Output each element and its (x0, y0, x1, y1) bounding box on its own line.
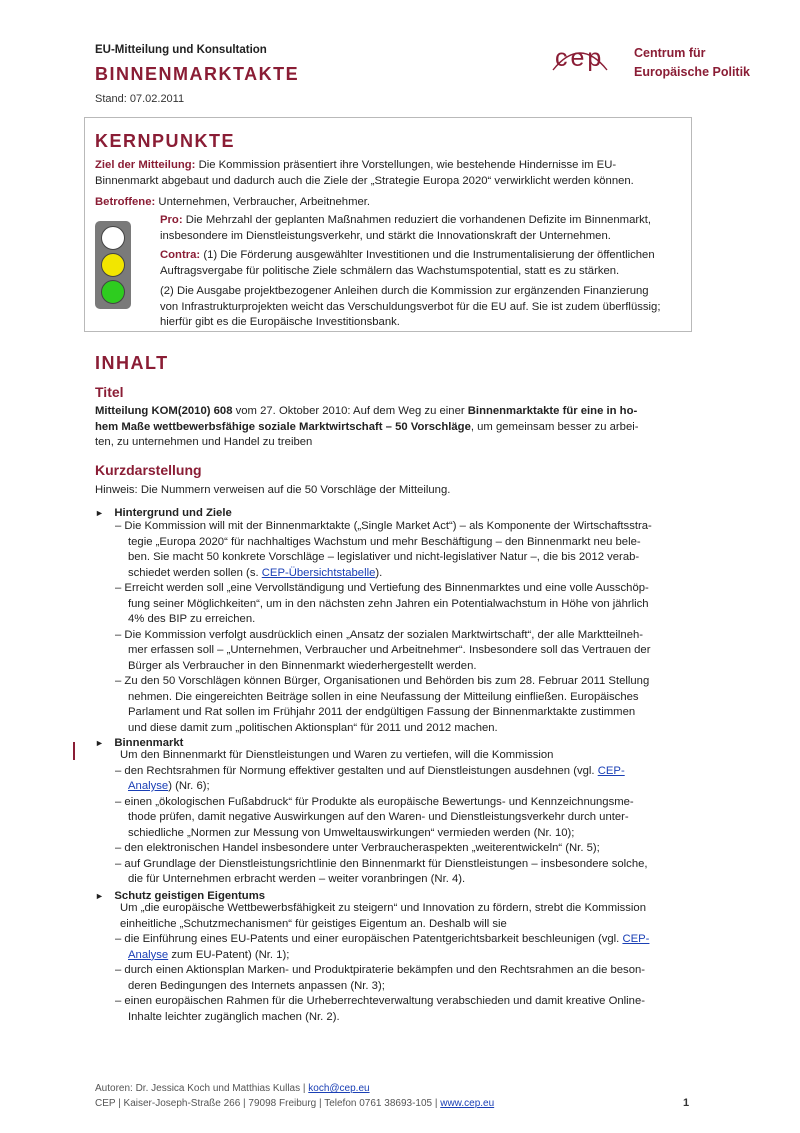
document-title: BINNENMARKTAKTE (95, 64, 300, 84)
organization-name: Centrum für Europäische Politik (634, 46, 751, 79)
contra-paragraph: Contra: (1) Die Förderung ausgewählter Investitionen und die Instrumentalisierung der öffentlichen Auftragsvergabe für politische Ziele schmälern das Wachstumspotential, statt es zu stärken. (160, 249, 655, 277)
change-marker (73, 742, 75, 760)
website-link[interactable]: www.cep.eu (440, 1098, 495, 1109)
footer-authors: Autoren: Dr. Jessica Koch und Matthias Kullas | koch@cep.eu (95, 1083, 370, 1094)
section-hintergrund-list: – Die Kommission will mit der Binnenmarktakte („Single Market Act“) – als Komponente der Wirtschaftsstra- tegie „Europa 2020“ für nachhaltiges Wachstum und mehr Beschäftigung – den Binnenmarkt neu bele- ben. Sie macht 50 konkrete Vorschläge – legislativer und nicht-legislativer Natur –, die bis 2012 verab- schiedet werden sollen (s. CEP-Übersichtstabelle). – Erreicht werden soll „eine Vervollständigung und Vertiefung des Binnenmarktes und eine volle Ausschöp- fung seiner Möglichkeiten“, um in den nächsten zehn Jahren ein Potentialwachstum in Höhe von jährlich 4% des BIP zu erreichen. – Die Kommission verfolgt ausdrücklich einen „Ansatz der sozialen Marktwirtschaft“, der alle Marktteilneh- mer erfassen soll – „Unternehmen, Verbraucher und Arbeitnehmer“. Insbesondere soll das Vertrauen der Bürger als Verbraucher in den Binnenmarkt wiederhergestellt werden. – Zu den 50 Vorschlägen können Bürger, Organisationen und Behörden bis zum 28. Februar 2011 Stellung nehmen. Die eingereichten Beiträge sollen in eine Neufassung der Mitteilung einfließen. Europäisches Parlament und Rat sollen im Frühjahr 2011 der endgültigen Fassung der Binnenmarktakte zustimmen und diese damit zum „politischen Aktionsplan“ für 2011 und 2012 machen. (115, 520, 652, 734)
bullet-triangle-icon: ► (95, 738, 104, 748)
section-hintergrund: ► Hintergrund und Ziele (95, 507, 232, 519)
bullet-triangle-icon: ► (95, 891, 104, 901)
ziel-paragraph: Ziel der Mitteilung: Die Kommission präsentiert ihre Vorstellungen, wie bestehende Hindernisse im EU- Binnenmarkt abgebaut und dadurch auch die Ziele der „Strategie Europa 2020“ verwirklicht werden können. (95, 159, 634, 187)
betroffene-paragraph: Betroffene: Unternehmen, Verbraucher, Arbeitnehmer. (95, 196, 371, 208)
document-date: Stand: 07.02.2011 (95, 93, 185, 105)
section-schutz-geistigen-eigentums: ► Schutz geistigen Eigentums (95, 890, 266, 902)
pro-paragraph: Pro: Die Mehrzahl der geplanten Maßnahmen reduziert die vorhandenen Defizite im Binnenmarkt, insbesondere im Dienstleistungsverkehr, und stärkt die Innovationskraft der Unternehmen. (160, 214, 652, 242)
traffic-light-green-lamp (101, 280, 125, 304)
cep-uebersichtstabelle-link[interactable]: CEP-Übersichtstabelle (261, 566, 376, 579)
cep-logo: cep (555, 44, 605, 72)
footer-address: CEP | Kaiser-Joseph-Straße 266 | 79098 Freiburg | Telefon 0761 38693-105 | www.cep.eu (95, 1098, 495, 1109)
bullet-triangle-icon: ► (95, 508, 104, 518)
cep-analyse-eu-patent-link[interactable]: CEP- (622, 933, 650, 945)
inhalt-heading: INHALT (95, 353, 169, 373)
titel-paragraph: Mitteilung KOM(2010) 608 vom 27. Oktober 2010: Auf dem Weg zu einer Binnenmarktakte für eine in ho- hem Maße wettbewerbsfähige soziale Marktwirtschaft – 50 Vorschläge, um gemeinsam besser zu arbei- ten, zu unternehmen und Handel zu treiben (95, 405, 639, 448)
hinweis-text: Hinweis: Die Nummern verweisen auf die 50 Vorschläge der Mitteilung. (95, 484, 451, 496)
titel-heading: Titel (95, 384, 124, 400)
cep-analyse-eu-patent-link-cont[interactable]: Analyse (128, 948, 169, 961)
section-binnenmarkt-list: Um den Binnenmarkt für Dienstleistungen und Waren zu vertiefen, will die Kommission – den Rechtsrahmen für Normung effektiver gestalten und auf Dienstleistungen ausdehnen (vgl. CEP- Analyse) (Nr. 6); – einen „ökologischen Fußabdruck“ für Produkte als europäische Bewertungs- und Kennzeichnungsme- thode prüfen, damit negative Auswirkungen auf den Waren- und Dienstleistungsverkehr durch unter- schiedliche „Normen zur Messung von Umweltauswirkungen“ vermieden werden (Nr. 10); – den elektronischen Handel insbesondere unter Verbraucheraspekten „weiterentwickeln“ (Nr. 5); – auf Grundlage der Dienstleistungsrichtlinie den Binnenmarkt für Dienstleistungen – insbesondere solche, die für Unternehmen erbracht werden – weiter voranbringen (Nr. 4). (115, 749, 648, 885)
traffic-light-icon (95, 221, 131, 309)
page-number: 1 (683, 1097, 690, 1109)
section-schutz-list: Um „die europäische Wettbewerbsfähigkeit zu steigern“ und Innovation zu fördern, strebt die Kommission einheitliche „Schutzmechanismen“ für geistiges Eigentum an. Deshalb will sie – die Einführung eines EU-Patents und einer europäischen Patentgerichtsbarkeit beschleunigen (vgl. CEP- Analyse zum EU-Patent) (Nr. 1); – durch einen Aktionsplan Marken- und Produktpiraterie bekämpfen und den Rechtsrahmen an die beson- deren Bedingungen des Internets anpassen (Nr. 3); – einen europäischen Rahmen für die Urheberrechteverwaltung verabschieden und damit kreative Online- Inhalte leichter zugänglich machen (Nr. 2). (115, 902, 650, 1023)
cep-analyse-normung-link-cont[interactable]: Analyse (128, 780, 169, 792)
kernpunkte-heading: KERNPUNKTE (95, 131, 236, 151)
document-kicker: EU-Mitteilung und Konsultation (95, 44, 267, 56)
cep-analyse-normung-link[interactable]: CEP- (597, 764, 625, 777)
section-binnenmarkt: ► Binnenmarkt (95, 737, 184, 749)
kurzdarstellung-heading: Kurzdarstellung (95, 462, 202, 478)
contra-2-paragraph: (2) Die Ausgabe projektbezogener Anleihen durch die Kommission zur ergänzenden Finanzierung von Infrastrukturprojekten weicht das Verschuldungsverbot für die EU auf. Sie ist zudem überflüssig; hierfür gibt es die Europäische Investitionsbank. (160, 285, 661, 328)
traffic-light-yellow-lamp (101, 253, 125, 277)
traffic-light-white-lamp (101, 226, 125, 250)
author-email-link[interactable]: koch@cep.eu (308, 1083, 370, 1094)
